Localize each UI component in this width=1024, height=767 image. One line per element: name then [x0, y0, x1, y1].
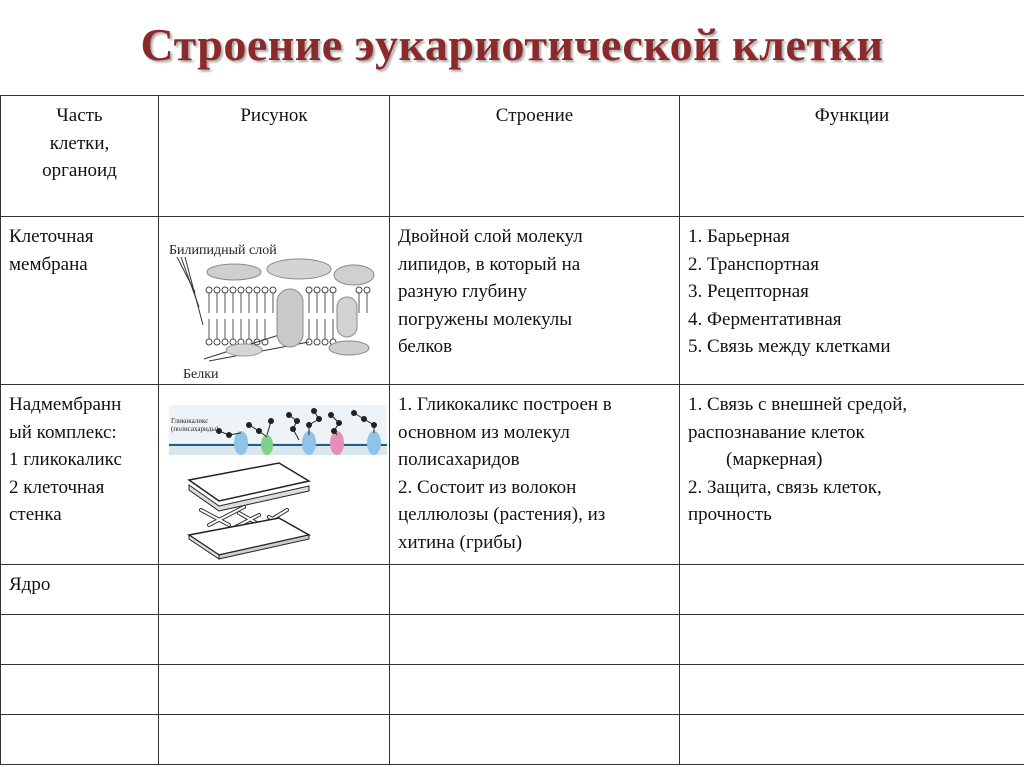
function-line: 1. Барьерная — [688, 226, 790, 247]
cell-part — [1, 385, 159, 565]
cell-structure — [390, 217, 680, 385]
cell-functions — [680, 565, 1024, 615]
table-row — [1, 565, 1024, 615]
structure-line: погружены молекулы — [398, 308, 573, 330]
function-line: распознавание клеток — [688, 421, 865, 443]
function-line: 5. Связь между клетками — [688, 336, 891, 357]
structure-line: основном из молекул — [398, 421, 570, 443]
header-structure: Строение — [390, 96, 680, 217]
part-line: Надмембранн — [9, 394, 122, 415]
empty-cell — [390, 665, 680, 715]
empty-cell — [1, 615, 159, 665]
function-line: 2. Транспортная — [688, 253, 819, 275]
empty-cell — [159, 615, 390, 665]
function-line: 3. Рецепторная — [688, 281, 809, 302]
cell-part — [1, 217, 159, 385]
structure-line: 1. Гликокаликс построен в — [398, 394, 612, 415]
structure-line: липидов, в который на — [398, 253, 581, 275]
part-line: 2 клеточная — [9, 476, 105, 498]
table-row — [1, 615, 1024, 665]
empty-cell — [680, 665, 1024, 715]
function-line: 2. Защита, связь клеток, — [688, 476, 882, 498]
function-line: 4. Ферментативная — [688, 308, 842, 330]
empty-cell — [159, 665, 390, 715]
empty-cell — [1, 665, 159, 715]
polysaccharides-small-label: (полисахариды) — [171, 425, 219, 433]
function-line: 1. Связь с внешней средой, — [688, 394, 908, 415]
cell-structure — [390, 565, 680, 615]
empty-cell — [1, 715, 159, 765]
cell-figure — [159, 385, 390, 565]
cell-figure — [159, 565, 390, 615]
table-row — [1, 665, 1024, 715]
complex-figure — [159, 385, 390, 563]
function-line: прочность — [688, 504, 772, 525]
table-row — [1, 715, 1024, 765]
header-part-line: клетки, — [49, 132, 110, 154]
structure-line: Двойной слой молекул — [398, 226, 583, 247]
membrane-figure — [159, 217, 390, 383]
structure-line: разную глубину — [398, 281, 528, 302]
cell-functions — [680, 385, 1024, 565]
empty-cell — [390, 715, 680, 765]
part-line: Клеточная — [9, 226, 94, 247]
structure-line: полисахаридов — [398, 449, 520, 470]
proteins-label: Белки — [183, 367, 219, 382]
structure-line: целлюлозы (растения), из — [398, 504, 606, 525]
organelle-table — [0, 95, 1024, 765]
function-line: (маркерная) — [726, 449, 823, 470]
table-row — [1, 217, 1024, 385]
table-row — [1, 385, 1024, 565]
part-line: стенка — [9, 504, 62, 525]
glycocalyx-small-label: Гликокаликс — [171, 417, 209, 425]
glycocalyx-cellwall-illustration — [159, 385, 390, 563]
header-part-line: Часть — [56, 105, 103, 126]
part-line: мембрана — [9, 253, 88, 275]
header-part — [1, 96, 159, 217]
header-functions: Функции — [680, 96, 1024, 217]
cell-figure — [159, 217, 390, 385]
header-figure: Рисунок — [159, 96, 390, 217]
structure-line: хитина (грибы) — [398, 531, 523, 553]
structure-line: белков — [398, 336, 453, 357]
page-title: Строение эукариотической клетки — [140, 19, 884, 70]
structure-line: 2. Состоит из волокон — [398, 476, 577, 498]
header-part-line: органоид — [42, 160, 117, 181]
empty-cell — [680, 715, 1024, 765]
part-line: ый комплекс: — [9, 421, 117, 443]
cell-functions — [680, 217, 1024, 385]
cell-part — [1, 565, 159, 615]
empty-cell — [390, 615, 680, 665]
table-header-row — [1, 96, 1024, 217]
part-line: 1 гликокаликс — [9, 449, 122, 470]
part-line: Ядро — [9, 574, 51, 595]
empty-cell — [680, 615, 1024, 665]
cell-structure — [390, 385, 680, 565]
empty-cell — [159, 715, 390, 765]
bilipid-layer-label: Билипидный слой — [169, 243, 277, 258]
